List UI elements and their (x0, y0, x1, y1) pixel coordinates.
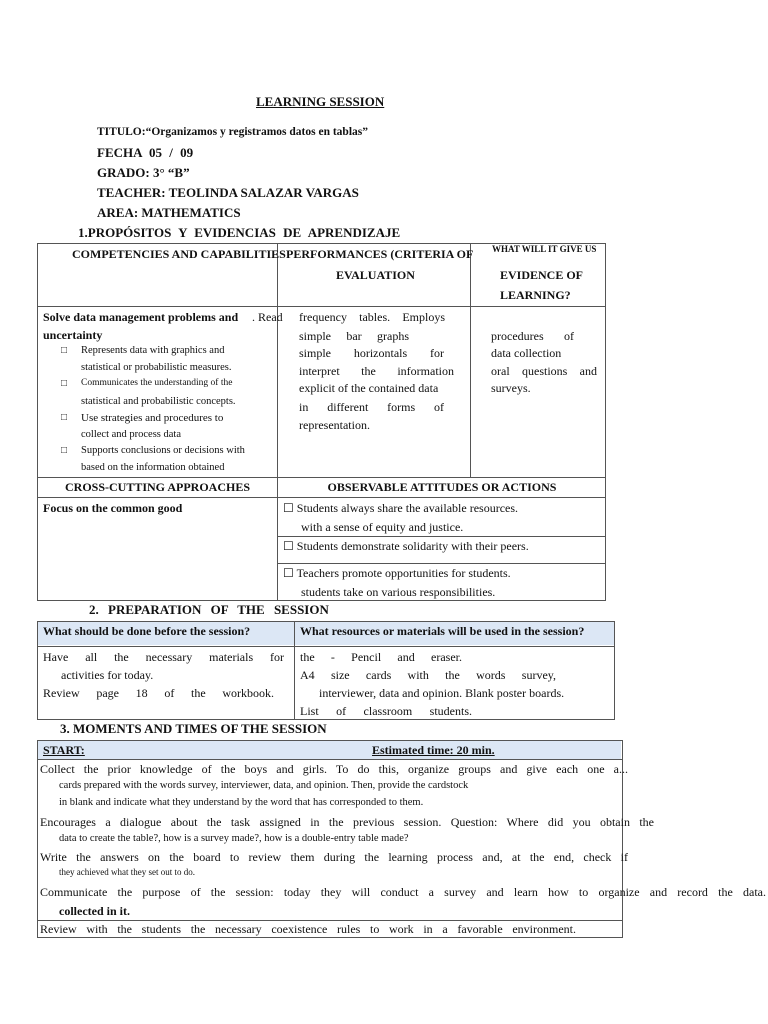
grade-line: GRADO: 3° “B” (97, 165, 190, 180)
performance-line: simple horizontals for (299, 346, 444, 360)
moment-line: they achieved what they set out to do. (59, 867, 195, 877)
capability-item: □ Supports conclusions or decisions with (81, 445, 245, 456)
section-1-title: 1.PROPÓSITOS Y EVIDENCIAS DE APRENDIZAJE (78, 225, 401, 240)
performances-header-2: EVALUATION (336, 268, 415, 282)
performance-line: frequency tables. Employs (299, 310, 445, 324)
attitude-item-cont: students take on various responsibilities. (301, 585, 496, 599)
moment-line: Write the answers on the board to review them during the learning process and, at the end, check if (40, 850, 628, 864)
resource-line: interviewer, data and opinion. Blank poster boards. (319, 686, 565, 700)
evidence-line: oral questions and (491, 364, 597, 378)
capability-item-cont: statistical and probabilistic concepts. (81, 396, 236, 407)
capability-item-cont: statistical or probabilistic measures. (81, 362, 232, 373)
resources-header: What resources or materials will be used in the session? (300, 624, 585, 638)
moment-line: Communicate the purpose of the session: today they will conduct a survey and learn how to organize and record the data. (40, 885, 766, 899)
section-3-title: 3. MOMENTS AND TIMES OF THE SESSION (60, 721, 327, 736)
competency-text-2: uncertainty (43, 328, 103, 342)
estimated-time: Estimated time: 20 min. (372, 743, 495, 757)
attitude-item: ☐ Teachers promote opportunities for students. (283, 566, 511, 580)
moment-line: data to create the table?, how is a survey made?, how is a double-entry table made? (59, 833, 409, 844)
resource-line: the - Pencil and eraser. (300, 650, 462, 664)
area-line: AREA: MATHEMATICS (97, 205, 241, 220)
evidence-header-2: EVIDENCE OF (500, 268, 584, 282)
moment-line: Review with the students the necessary coexistence rules to work in a favorable environment. (40, 922, 576, 936)
competencies-header: COMPETENCIES AND CAPABILITIES (72, 247, 286, 261)
before-line: Review page 18 of the workbook. (43, 686, 274, 700)
evidence-line: procedures of (491, 329, 574, 343)
resource-line: List of classroom students. (300, 704, 472, 718)
date-line: FECHA 05 / 09 (97, 145, 194, 160)
checkbox-icon: ☐ (283, 539, 294, 553)
performance-line: representation. (299, 418, 370, 432)
capability-item: □ Communicates the understanding of the (81, 378, 232, 388)
capability-item: □ Represents data with graphics and (81, 345, 224, 356)
session-title: TITULO:“Organizamos y registramos datos en tablas” (97, 126, 368, 138)
performances-header: PERFORMANCES (CRITERIA OF (286, 247, 474, 261)
evidence-header: WHAT WILL IT GIVE US (492, 244, 597, 254)
approach-text: Focus on the common good (43, 501, 183, 515)
capability-item-cont: collect and process data (81, 429, 181, 440)
competency-text: Solve data management problems and (43, 310, 239, 324)
before-line: activities for today. (61, 668, 154, 682)
moment-line: cards prepared with the words survey, interviewer, data, and opinion. Then, provide the cardstock (59, 780, 469, 791)
evidence-line: surveys. (491, 381, 531, 395)
performance-line: simple bar graphs (299, 329, 409, 343)
capability-item-cont: based on the information obtained (81, 462, 225, 473)
before-line: Have all the necessary materials for (43, 650, 284, 664)
cross-cutting-header: CROSS-CUTTING APPROACHES (64, 480, 251, 494)
capability-item: □ Use strategies and procedures to (81, 412, 223, 424)
section-2-title: 2. PREPARATION OF THE SESSION (89, 602, 329, 617)
resource-line: A4 size cards with the words survey, (300, 668, 556, 682)
teacher-line: TEACHER: TEOLINDA SALAZAR VARGAS (97, 185, 359, 200)
moment-line: in blank and indicate what they understand by the word that has corresponded to them. (59, 797, 424, 808)
attitudes-header: OBSERVABLE ATTITUDES OR ACTIONS (327, 480, 557, 494)
start-label: START: (43, 743, 85, 757)
before-session-header: What should be done before the session? (43, 624, 251, 638)
performance-line: interpret the information (299, 364, 454, 378)
evidence-line: data collection (491, 346, 562, 360)
moment-line: Encourages a dialogue about the task assigned in the previous session. Question: Where did you obtain the (40, 815, 654, 829)
performance-line: in different forms of (299, 400, 444, 414)
evidence-header-3: LEARNING? (500, 288, 571, 302)
attitude-item: ☐ Students demonstrate solidarity with their peers. (283, 539, 529, 553)
page-title: LEARNING SESSION (256, 94, 385, 109)
moment-line: Collect the prior knowledge of the boys and girls. To do this, organize groups and give each one a... (40, 762, 628, 776)
competency-text-b: . Read (252, 310, 283, 324)
attitude-item-cont: with a sense of equity and justice. (301, 520, 464, 534)
moment-line: collected in it. (59, 904, 130, 918)
checkbox-icon: ☐ (283, 501, 294, 515)
performance-line: explicit of the contained data (299, 381, 439, 395)
attitude-item: ☐ Students always share the available resources. (283, 501, 519, 515)
checkbox-icon: ☐ (283, 566, 294, 580)
